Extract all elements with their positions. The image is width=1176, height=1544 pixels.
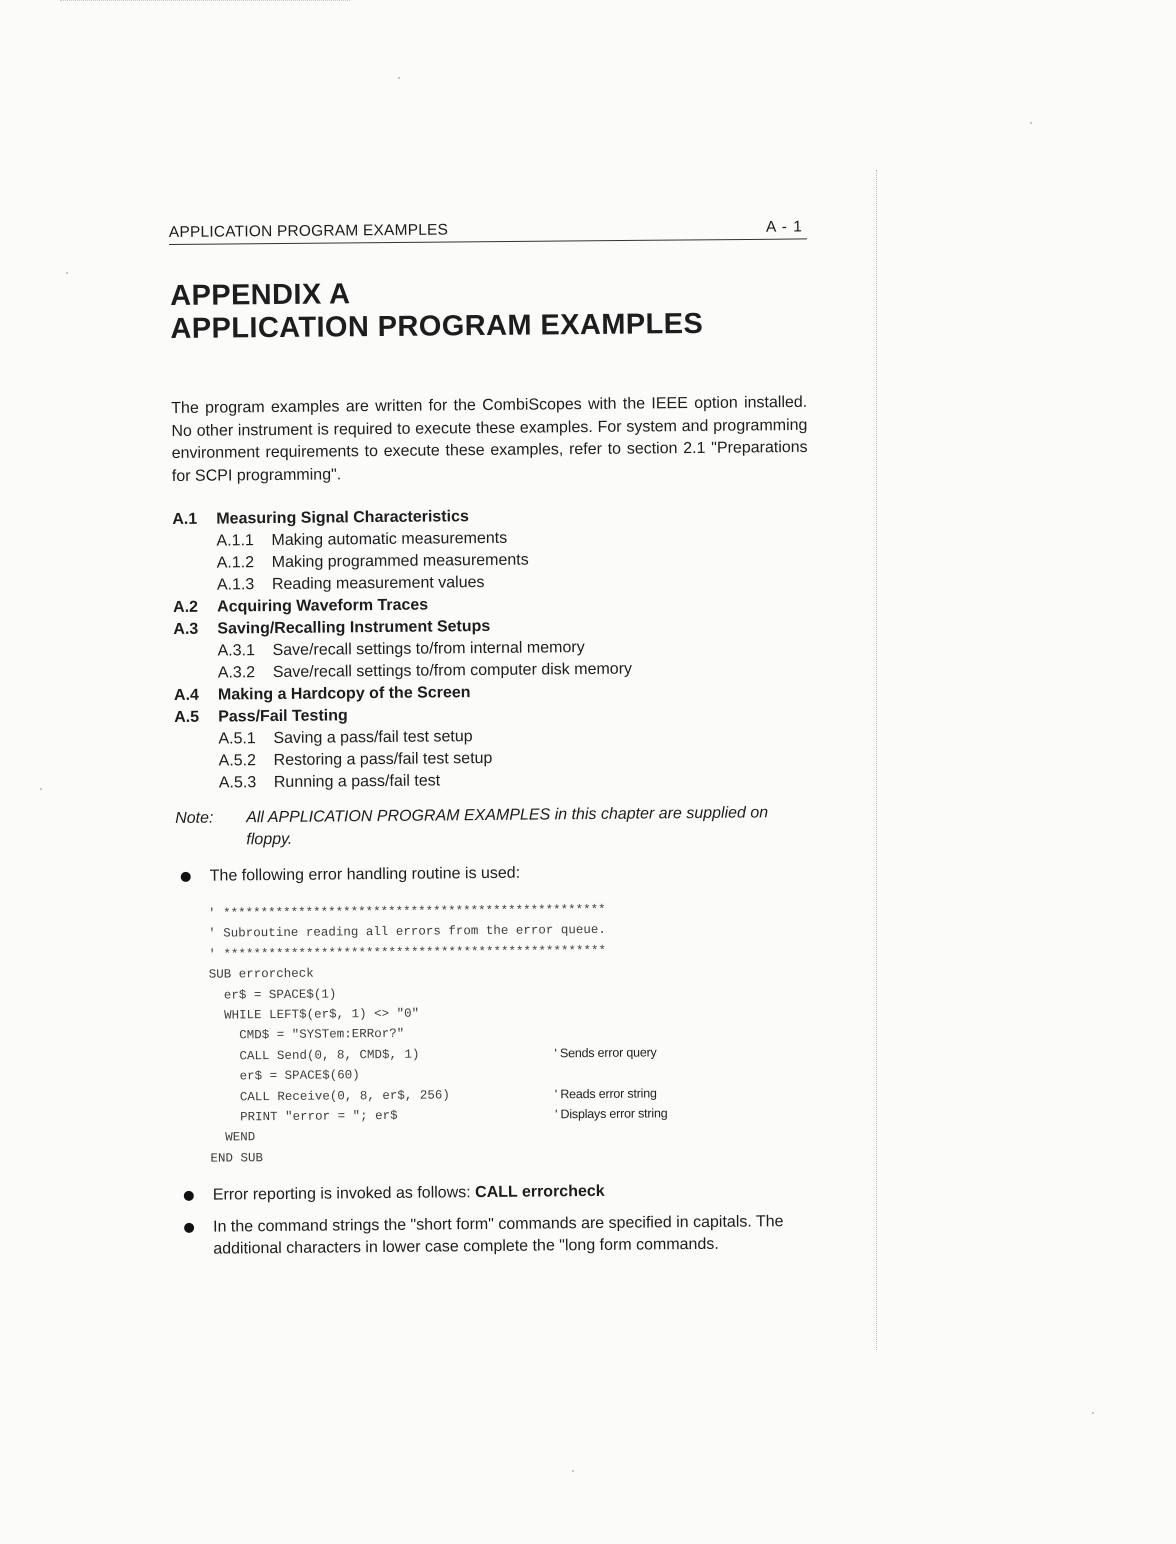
bullet-icon (176, 866, 210, 888)
toc-number: A.1.1 (216, 532, 254, 550)
code-text: er$ = SPACE$(1) (208, 986, 337, 1003)
code-text: ' *************************************************** (208, 943, 607, 962)
bullet-icon (179, 1185, 213, 1207)
code-comment: ' Displays error string (554, 1106, 668, 1122)
intro-paragraph: The program examples are written for the CombiScopes with the IEEE option installed. No other instrument is required to execute these examples. For system and programming environment requirements to execute these examples, refer to section 2.1 "Preparations for SCPI programming". (171, 393, 808, 485)
toc-label: Save/recall settings to/from internal memory (272, 639, 585, 660)
title-line-2: APPLICATION PROGRAM EXAMPLES (170, 307, 704, 345)
note-text: All APPLICATION PROGRAM EXAMPLES in this chapter are supplied on floppy. (246, 804, 769, 849)
bullet-icon (179, 1217, 213, 1261)
toc-number: A.3.2 (217, 664, 256, 682)
bullet-item-command-forms (179, 1211, 819, 1261)
code-text: SUB errorcheck (208, 966, 314, 982)
code-text: PRINT "error = "; er$ (209, 1108, 398, 1125)
appendix-title (170, 274, 811, 346)
scan-speck (40, 788, 42, 790)
scan-speck (66, 272, 68, 274)
toc-number: A.1.3 (216, 576, 255, 594)
code-text: ' *************************************************** (208, 902, 606, 921)
toc-label: Saving/Recalling Instrument Setups (217, 617, 491, 638)
toc-label: Making automatic measurements (271, 529, 508, 550)
code-text: ' Subroutine reading all errors from the error queue. (208, 923, 606, 942)
toc-label: Pass/Fail Testing (218, 707, 348, 726)
code-comment: ' Sends error query (554, 1045, 657, 1061)
page-content (170, 274, 819, 1261)
toc-label: Restoring a pass/fail test setup (273, 749, 493, 770)
toc-number: A.1 (172, 510, 198, 528)
toc-number: A.5.3 (218, 774, 257, 792)
toc-number: A.2 (173, 598, 199, 616)
toc-number: A.5.1 (218, 730, 256, 748)
toc-label: Reading measurement values (271, 573, 485, 594)
toc-label: Save/recall settings to/from computer disk memory (272, 660, 633, 682)
bullet-text: In the command strings the "short form" commands are specified in capitals. The additional characters in lower case complete the "long form commands. (213, 1213, 784, 1258)
bullet-item-error-routine (176, 860, 816, 888)
bullet-text: The following error handling routine is used: (209, 864, 521, 885)
code-comment: ' Reads error string (554, 1085, 657, 1101)
toc-label: Making programmed measurements (271, 551, 529, 572)
code-listing (208, 898, 819, 1169)
bullet-command: CALL errorcheck (475, 1182, 605, 1202)
scan-speck (398, 77, 400, 79)
code-text: CALL Receive(0, 8, er$, 256) (209, 1087, 450, 1105)
contents-list (172, 503, 815, 795)
toc-label: Acquiring Waveform Traces (217, 596, 429, 616)
code-text: END SUB (210, 1150, 264, 1166)
toc-label: Measuring Signal Characteristics (216, 508, 469, 528)
scan-speck (1030, 122, 1032, 124)
code-text: WHILE LEFT$(er$, 1) <> "0" (208, 1006, 420, 1023)
scan-top-edge (60, 0, 350, 1)
running-header (169, 216, 807, 245)
header-title: APPLICATION PROGRAM EXAMPLES (168, 221, 449, 242)
toc-number: A.5 (174, 708, 200, 726)
bullet-text (213, 1181, 605, 1207)
title-line-1: APPENDIX A (170, 278, 351, 312)
code-text: er$ = SPACE$(60) (209, 1068, 360, 1084)
toc-number: A.3.1 (217, 642, 256, 660)
toc-number: A.5.2 (218, 752, 257, 770)
toc-number: A.4 (173, 686, 199, 704)
scan-right-edge (876, 170, 877, 1350)
toc-number: A.1.2 (216, 554, 255, 572)
toc-number: A.3 (173, 620, 199, 638)
toc-subsection (175, 767, 815, 795)
scan-speck (1092, 1412, 1094, 1414)
toc-label: Saving a pass/fail test setup (273, 728, 473, 748)
bullet-item-error-reporting (179, 1179, 819, 1207)
note-label: Note: (175, 809, 214, 827)
code-text: CALL Send(0, 8, CMD$, 1) (209, 1047, 420, 1064)
bullet-plain-text: Error reporting is invoked as follows: (212, 1184, 476, 1204)
code-text: CMD$ = "SYSTem:ERRor?" (209, 1027, 405, 1044)
toc-label: Running a pass/fail test (273, 772, 441, 792)
toc-label: Making a Hardcopy of the Screen (217, 684, 471, 704)
page-number: A - 1 (765, 218, 803, 236)
note (175, 802, 815, 852)
code-text: WEND (210, 1130, 256, 1145)
scan-speck (572, 1470, 574, 1472)
